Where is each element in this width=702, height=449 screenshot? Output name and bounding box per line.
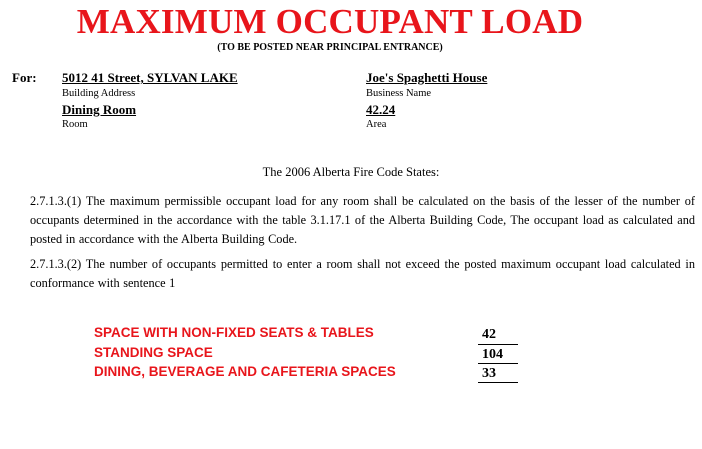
fire-code-heading: The 2006 Alberta Fire Code States:	[262, 165, 440, 179]
page-subtitle: (TO BE POSTED NEAR PRINCIPAL ENTRANCE)	[217, 42, 443, 53]
fire-code-paragraph-2: 2.7.1.3.(2) The number of occupants permitted to enter a room shall not exceed the posted maximum occupant load calculated in conformance with sentence 1	[30, 257, 695, 290]
load-underline	[478, 363, 518, 364]
building-address-value: 5012 41 Street, SYLVAN LAKE	[62, 70, 238, 85]
load-label-standing-space: STANDING SPACE	[94, 345, 213, 360]
load-value-standing-space: 104	[482, 347, 503, 362]
load-underline	[478, 344, 518, 345]
load-underline	[478, 382, 518, 383]
room-caption: Room	[62, 119, 88, 130]
fire-code-paragraph-1: 2.7.1.3.(1) The maximum permissible occupant load for any room shall be calculated on the basis of the lesser of the number of occupants determined in the accordance with the table 3.1.17.1 of the Alberta Building Code, The occupant load as calculated and posted in accordance with the Alberta Building Code.	[30, 194, 695, 246]
business-name-caption: Business Name	[366, 88, 432, 99]
load-value-non-fixed-seats: 42	[482, 327, 496, 342]
for-label: For:	[12, 70, 37, 85]
area-value: 42.24	[366, 102, 396, 117]
load-label-non-fixed-seats: SPACE WITH NON-FIXED SEATS & TABLES	[94, 325, 374, 340]
room-value: Dining Room	[62, 102, 137, 117]
area-caption: Area	[366, 119, 387, 130]
load-value-dining-beverage: 33	[482, 366, 496, 381]
business-name-value: Joe's Spaghetti House	[366, 70, 488, 85]
building-address-caption: Building Address	[62, 88, 136, 99]
page-title: MAXIMUM OCCUPANT LOAD	[76, 2, 584, 41]
load-label-dining-beverage: DINING, BEVERAGE AND CAFETERIA SPACES	[94, 364, 396, 379]
